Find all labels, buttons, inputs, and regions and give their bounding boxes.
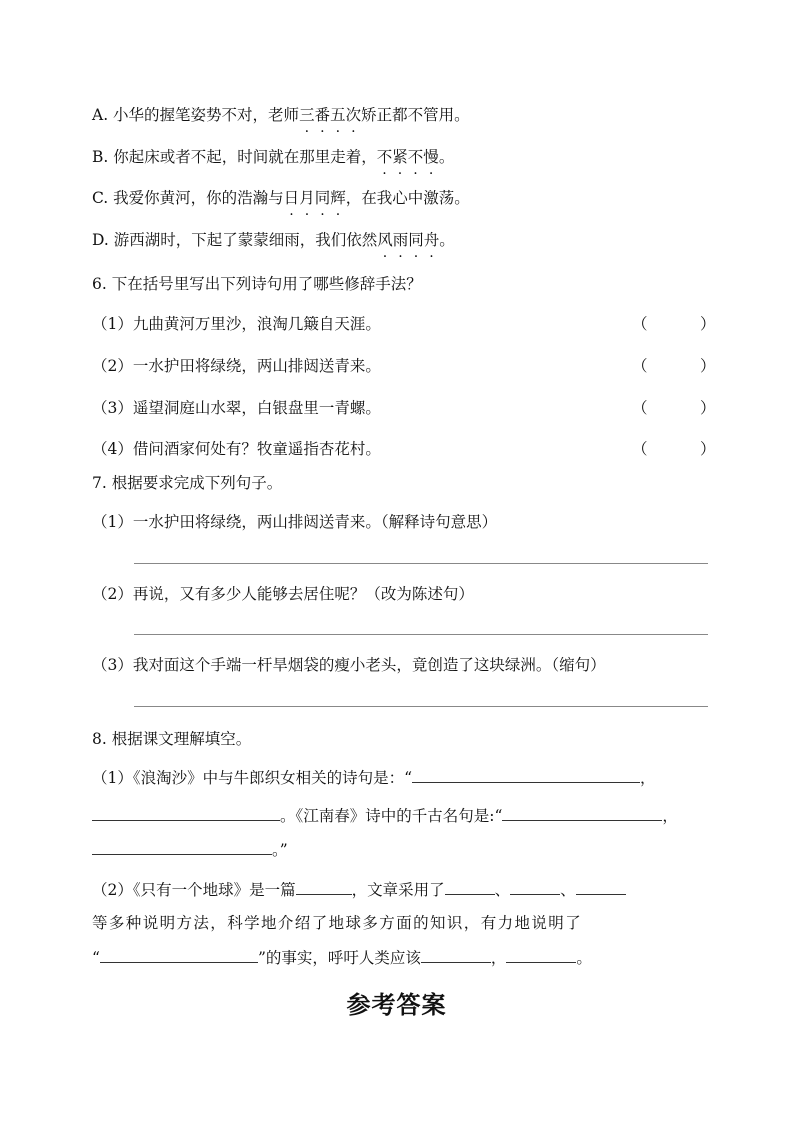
emphasis-char: 同 bbox=[314, 189, 331, 207]
q6-answer-close: ） bbox=[700, 399, 716, 417]
option-c-tail: ，在我心中激荡。 bbox=[345, 189, 470, 207]
option-b bbox=[92, 146, 454, 168]
q6-item-3: （3）遥望洞庭山水翠，白银盘里一青螺。 bbox=[92, 399, 381, 417]
emphasis-char: 三 bbox=[299, 106, 315, 124]
punct: ， bbox=[640, 769, 656, 787]
option-c-text: C. 我爱你黄河，你的浩瀚与 bbox=[92, 189, 284, 207]
punct: ， bbox=[490, 949, 507, 967]
fill-blank[interactable] bbox=[412, 766, 640, 783]
q8-part1-line1 bbox=[92, 766, 656, 789]
punct: 、 bbox=[494, 881, 511, 899]
option-a-text: A. 小华的握笔姿势不对，老师 bbox=[92, 106, 300, 124]
question-7-title: 7. 根据要求完成下列句子。 bbox=[92, 474, 283, 492]
q6-answer-close: ） bbox=[700, 440, 716, 458]
emphasis-char: 同 bbox=[408, 231, 424, 249]
emphasis-char: 慢 bbox=[423, 148, 439, 166]
emphasis-char: 五 bbox=[330, 106, 346, 124]
q6-answer-open: （ bbox=[632, 315, 648, 333]
q8-part2-line3 bbox=[92, 946, 592, 969]
fill-blank[interactable] bbox=[510, 878, 560, 895]
punct: 、 bbox=[560, 881, 576, 899]
question-6-title: 6. 下在括号里写出下列诗句用了哪些修辞手法？ bbox=[92, 275, 422, 293]
q6-answer-open: （ bbox=[632, 357, 648, 375]
option-b-tail: 。 bbox=[438, 148, 455, 166]
q7-answer-line-2[interactable] bbox=[134, 634, 708, 635]
q8-part2-line1 bbox=[92, 878, 626, 901]
emphasis-char: 不 bbox=[376, 148, 393, 166]
q6-item-4: （4）借问酒家何处有？牧童遥指杏花村。 bbox=[92, 440, 381, 458]
emphasis-char: 雨 bbox=[392, 231, 409, 249]
q7-item-3: （3）我对面这个手端一杆旱烟袋的瘦小老头，竟创造了这块绿洲。（缩句） bbox=[92, 656, 606, 674]
fill-blank[interactable] bbox=[421, 946, 491, 963]
answer-key-heading: 参考答案 bbox=[346, 990, 447, 1019]
q8-part1-line3 bbox=[92, 838, 288, 861]
emphasis-char: 紧 bbox=[392, 148, 408, 166]
q7-answer-line-3[interactable] bbox=[134, 706, 708, 707]
q8-part2-prompt-b: ，文章采用了 bbox=[351, 881, 445, 899]
fill-blank[interactable] bbox=[92, 804, 280, 821]
punct: ， bbox=[662, 807, 678, 825]
q7-item-1: （1）一水护田将绿绕，两山排闼送青来。（解释诗句意思） bbox=[92, 513, 498, 531]
punct: 。 bbox=[576, 949, 592, 967]
emphasis-char: 舟 bbox=[423, 231, 440, 249]
q8-part2-prompt: （2）《只有一个地球》是一篇 bbox=[92, 881, 296, 899]
fill-blank[interactable] bbox=[100, 946, 258, 963]
q7-item-2: （2）再说，又有多少人能够去居住呢？（改为陈述句） bbox=[92, 585, 474, 603]
q8-part2-line2: 等多种说明方法，科学地介绍了地球多方面的知识，有力地说明了 bbox=[92, 914, 583, 932]
emphasis-char: 日 bbox=[283, 189, 300, 207]
option-a-tail: 矫正都不管用。 bbox=[361, 106, 470, 124]
q6-item-1: （1）九曲黄河万里沙，浪淘几簸自天涯。 bbox=[92, 315, 381, 333]
emphasis-char: 不 bbox=[407, 148, 424, 166]
q7-answer-line-1[interactable] bbox=[134, 563, 708, 564]
q8-part1-line2 bbox=[92, 804, 678, 827]
option-c bbox=[92, 187, 470, 209]
punct: “ bbox=[92, 949, 100, 967]
q6-answer-open: （ bbox=[632, 399, 648, 417]
fill-blank[interactable] bbox=[506, 946, 576, 963]
q8-part2-prompt-c: ”的事实，呼吁人类应该 bbox=[257, 949, 421, 967]
emphasis-char: 番 bbox=[314, 106, 331, 124]
option-a bbox=[92, 104, 470, 126]
option-d-text: D. 游西湖时，下起了蒙蒙细雨，我们依然 bbox=[92, 231, 378, 249]
q8-part1-prompt: （1）《浪淘沙》中与牛郎织女相关的诗句是：“ bbox=[92, 769, 413, 787]
question-8-title: 8. 根据课文理解填空。 bbox=[92, 730, 252, 748]
emphasis-char: 风 bbox=[377, 231, 393, 249]
fill-blank[interactable] bbox=[502, 804, 662, 821]
fill-blank[interactable] bbox=[296, 878, 352, 895]
q6-answer-close: ） bbox=[700, 315, 716, 333]
emphasis-char: 次 bbox=[345, 106, 362, 124]
option-d-tail: 。 bbox=[439, 231, 455, 249]
q6-item-2: （2）一水护田将绿绕，两山排闼送青来。 bbox=[92, 357, 381, 375]
q6-answer-close: ） bbox=[700, 357, 716, 375]
emphasis-char: 月 bbox=[299, 189, 315, 207]
q6-answer-open: （ bbox=[632, 440, 648, 458]
fill-blank[interactable] bbox=[92, 838, 272, 855]
emphasis-char: 辉 bbox=[330, 189, 346, 207]
q8-part1-prompt-2: 。《江南春》诗中的千古名句是:“ bbox=[280, 807, 503, 825]
option-d bbox=[92, 229, 455, 251]
punct: 。” bbox=[272, 841, 288, 859]
fill-blank[interactable] bbox=[445, 878, 495, 895]
fill-blank[interactable] bbox=[576, 878, 626, 895]
option-b-text: B. 你起床或者不起，时间就在那里走着， bbox=[92, 148, 377, 166]
